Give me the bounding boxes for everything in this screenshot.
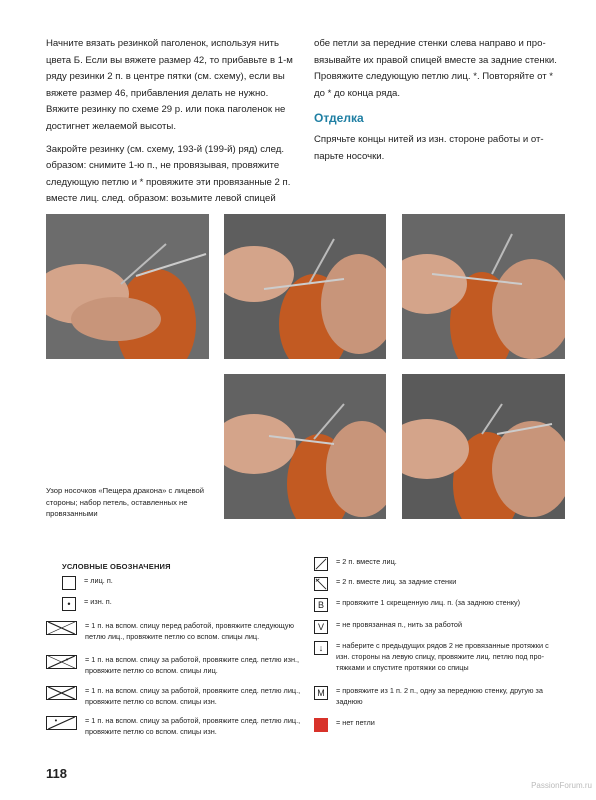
legend-item-k2tog (314, 557, 397, 571)
legend-text: = провяжите из 1 п. 2 п., одну за переднюю стенку, другую за заднюю (336, 686, 543, 706)
no-stitch-symbol (314, 718, 328, 732)
legend-item-purl (62, 597, 112, 611)
make-one-symbol: M (314, 686, 328, 700)
legend-item-cable-back-knit-purl (46, 716, 315, 738)
photo-step-5 (402, 374, 565, 519)
purl-dot-symbol: • (62, 597, 76, 611)
cable-cross-symbol (46, 686, 77, 700)
arrow-down-icon: ↓ (314, 641, 328, 655)
photo-step-3 (402, 214, 565, 359)
knit-stitch-symbol (62, 576, 76, 590)
legend-text: = наберите с предыдущих рядов 2 не провязанные протяжки с изн. стороны на левую спицу, провяжите лиц. петлю под протяжками и спустите протяжки со спицы (336, 641, 549, 672)
legend-text: = изн. п. (84, 597, 112, 606)
text-column-left (46, 36, 302, 214)
legend-text: = 2 п. вместе лиц. за задние стенки (336, 577, 457, 586)
cable-cross-left-symbol (46, 621, 77, 635)
photo-caption: Узор носочков «Пещера дракона» с лицевой стороны; набор петель, оставленных не провязанными (46, 486, 205, 518)
legend-item-twisted-knit (314, 598, 520, 612)
cable-cross-right-purl-symbol (46, 655, 77, 669)
legend-item-cable-front (46, 621, 315, 643)
legend-item-pickup-floats (314, 641, 561, 673)
page-number: 118 (46, 766, 67, 781)
photo-step-1 (46, 214, 209, 359)
photo-step-4 (224, 374, 386, 519)
paragraph: Спрячьте концы нитей из изн. стороне работы и отпарьте носочки. (314, 134, 544, 162)
k2tog-symbol (314, 557, 328, 571)
legend-item-k2tog-tbl (314, 577, 456, 591)
cable-cross-dot-symbol (46, 716, 77, 730)
legend-text: = не провязанная п., нить за работой (336, 620, 463, 629)
text-column-right (314, 36, 564, 172)
legend-item-slip (314, 620, 462, 634)
twisted-knit-symbol: B (314, 598, 328, 612)
legend-text: = 1 п. на вспом. спицу за работой, провяжите след. петлю лиц., провяжите петлю со вспом. спицы изн. (85, 686, 301, 706)
watermark: PassionForum.ru (531, 781, 592, 790)
legend-text: = 2 п. вместе лиц. (336, 557, 397, 566)
legend-item-knit (62, 576, 113, 590)
legend-title: УСЛОВНЫЕ ОБОЗНАЧЕНИЯ (62, 562, 171, 571)
paragraph: Закройте резинку (см. схему, 193-й (199-й) ряд) след. образом: снимите 1-ю п., не провязывая, провяжите следующую петлю и * провяжите эти провязанные 2 п. вместе лиц. след. образом: возьмите левой спицей (46, 143, 291, 205)
legend-text: = нет петли (336, 718, 375, 727)
legend-item-make-one (314, 686, 561, 708)
slip-stitch-symbol: V (314, 620, 328, 634)
paragraph: обе петли за передние стенки слева направо и провязывайте их правой спицей вместе за задние стенки. Провяжите следующую петлю лиц. *. Повторяйте от * до * до конца ряда. (314, 38, 557, 99)
legend-text: = лиц. п. (84, 576, 113, 585)
section-title: Отделка (314, 111, 364, 126)
legend-text: = 1 п. на вспом. спицу перед работой, провяжите следующую петлю лиц., провяжите петлю со вспом. спицы лиц. (85, 621, 294, 641)
k2tog-tbl-symbol (314, 577, 328, 591)
legend-item-cable-back-purl (46, 655, 315, 677)
legend-text: = 1 п. на вспом. спицу за работой, провяжите след. петлю изн., провяжите петлю со вспом. спицы лиц. (85, 655, 300, 675)
paragraph: Начните вязать резинкой паголенок, используя нить цвета Б. Если вы вяжете размер 42, то прибавьте в 1-м ряду резинки 2 п. в центре пятки (см. схему), если вы вяжете размер 46, прибавления делать не нужно. Вяжите резинку по схеме 29 р. или пока паголенок не достигнет желаемой высоты. (46, 38, 293, 132)
legend-item-cable-back-knit (46, 686, 315, 708)
legend-text: = 1 п. на вспом. спицу за работой, провяжите след. петлю лиц., провяжите петлю со вспом. спицы изн. (85, 716, 301, 736)
photo-step-2 (224, 214, 386, 359)
legend-item-no-stitch (314, 718, 375, 732)
legend-text: = провяжите 1 скрещенную лиц. п. (за заднюю стенку) (336, 598, 521, 607)
